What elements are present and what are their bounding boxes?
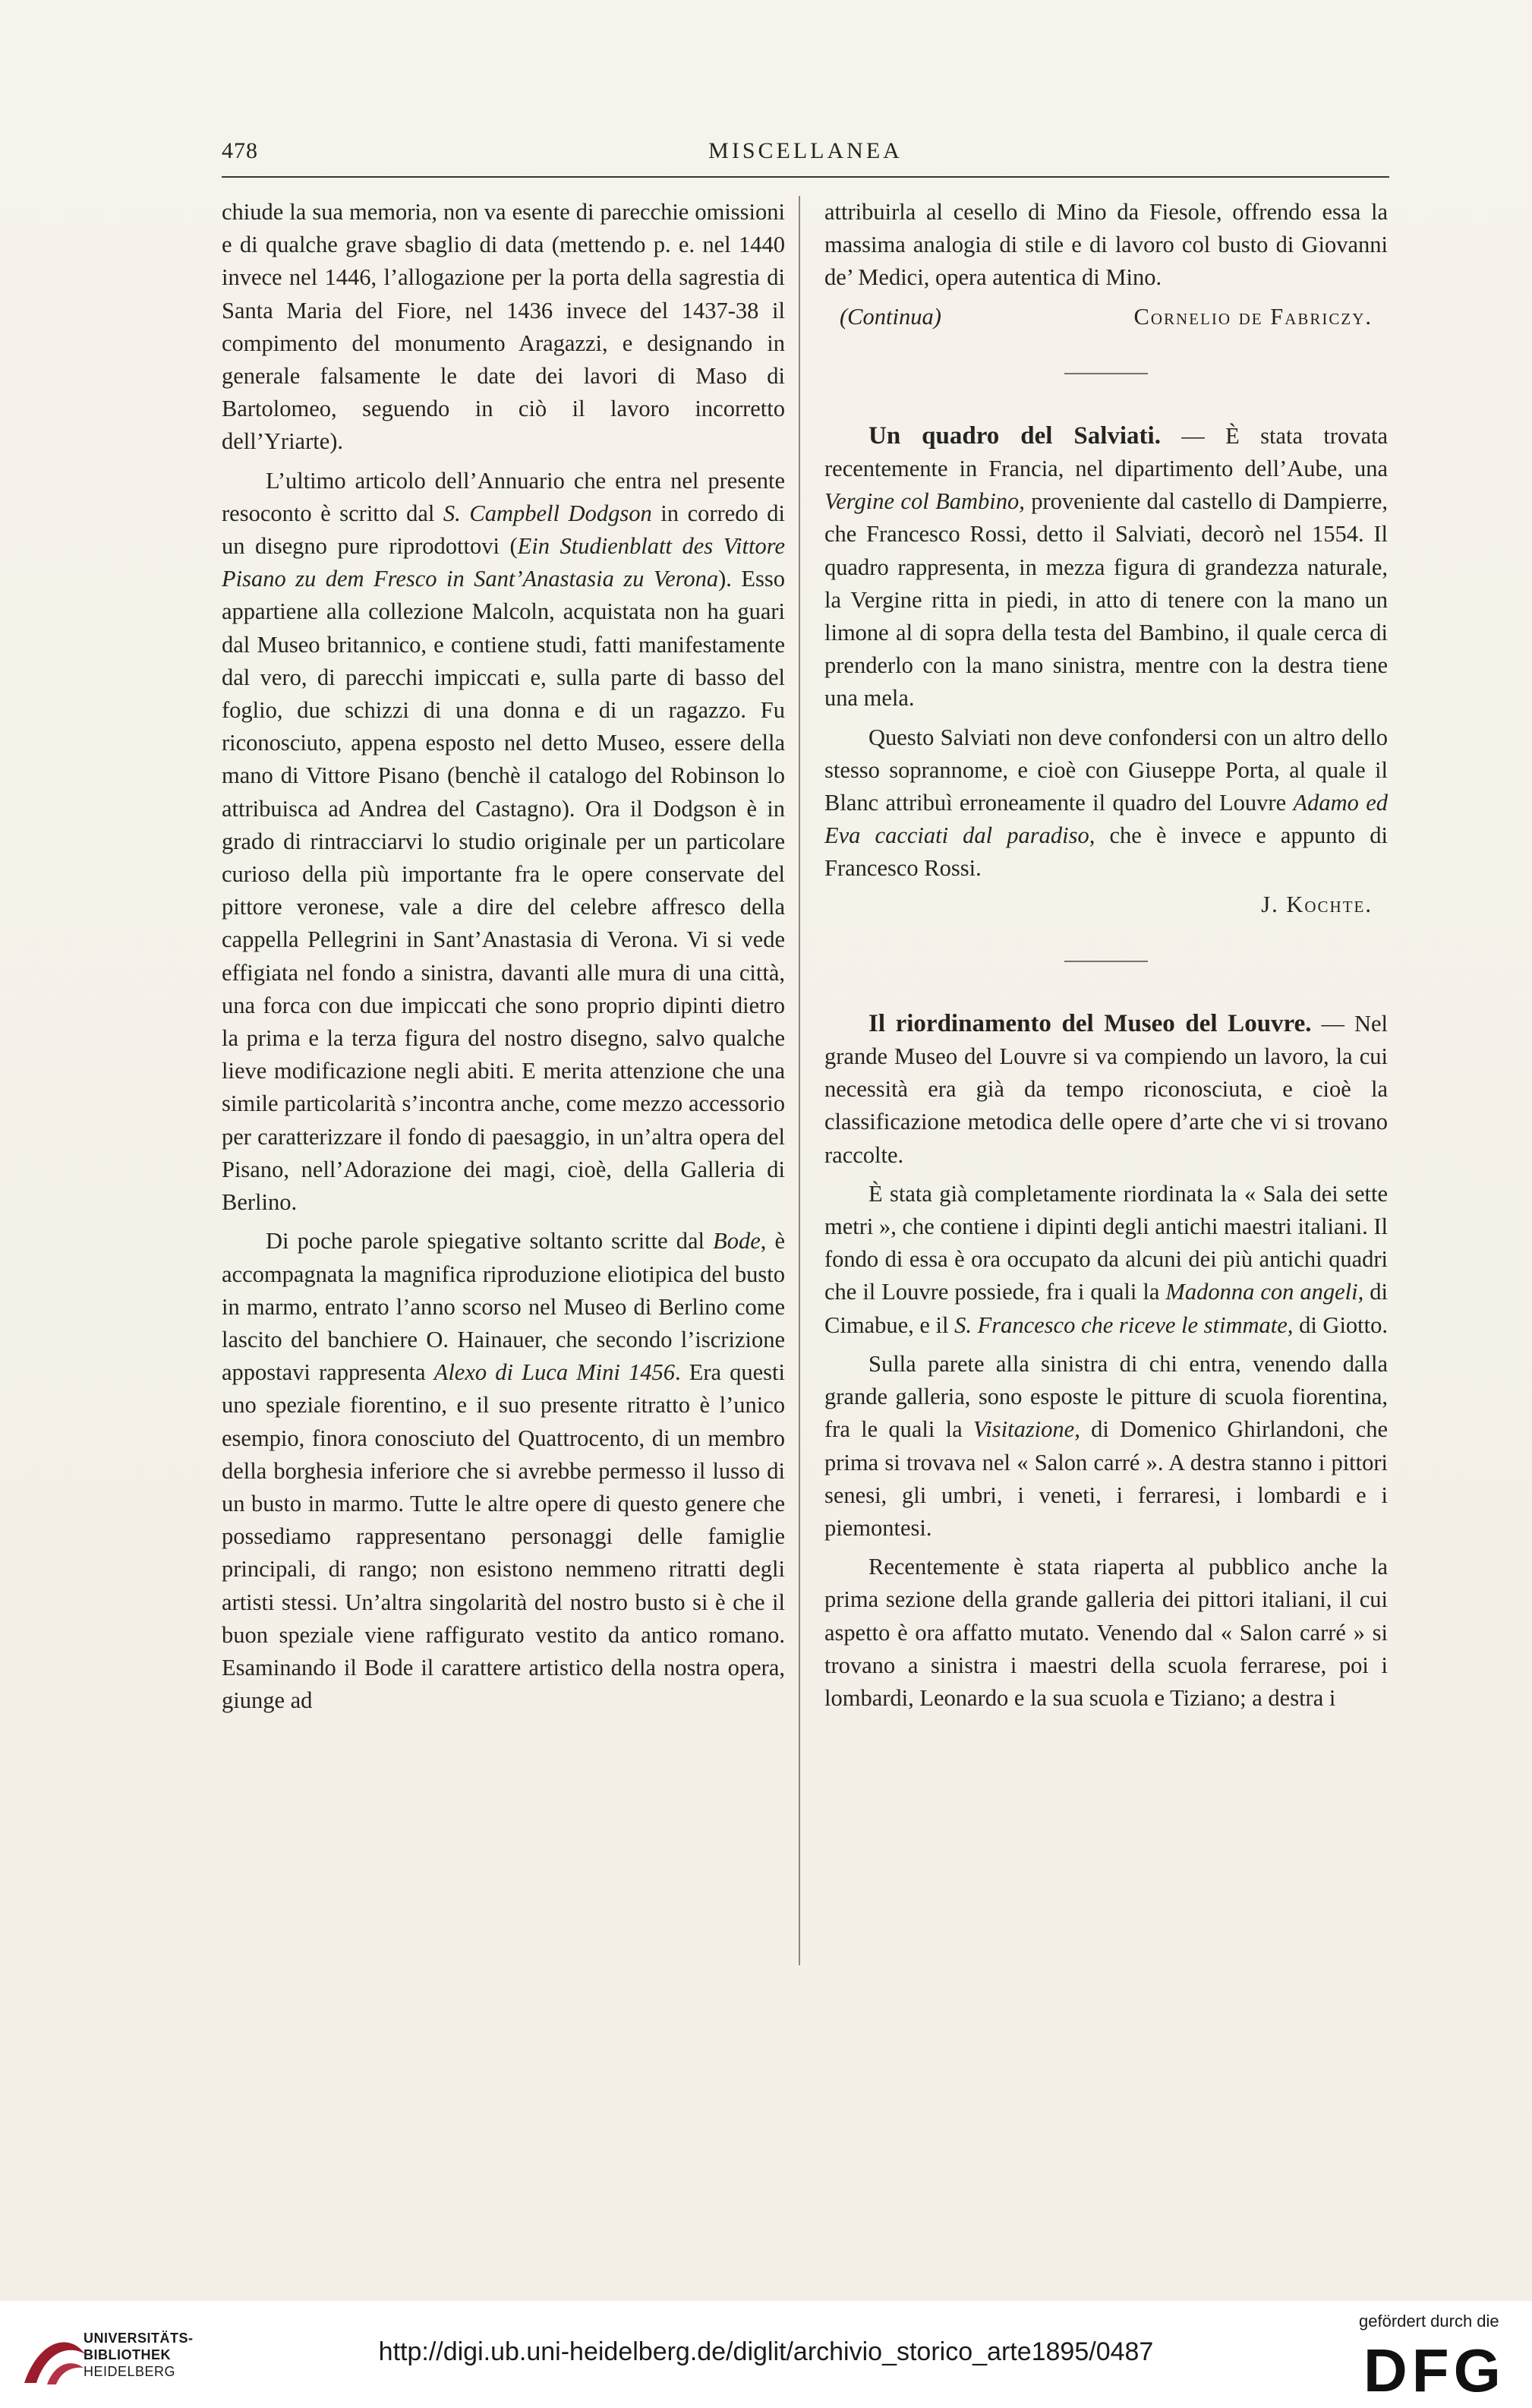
permalink-url[interactable]: http://digi.ub.uni-heidelberg.de/diglit/archivio_storico_arte1895/0487 xyxy=(378,2337,1154,2366)
header-rule xyxy=(222,176,1389,178)
text-run: L’ultimo articolo dell’Annuario che entra nel presente resoconto è scritto dal xyxy=(222,467,785,526)
inscription: Alexo di Luca Mini 1456 xyxy=(433,1359,675,1386)
text-run: , è accompagnata la magnifica riproduzione eliotipica del busto in marmo, entrato l’anno scorso nel Museo di Berlino come lascito del banchiere O. Hainauer, che secondo l’iscrizione appostavi rappresenta xyxy=(222,1228,786,1386)
text-run: — Nel grande Museo del Louvre si va compiendo un lavoro, la cui necessità era già da tempo riconosciuta, e cioè la classificazione metodica delle opere d’arte che vi si trovano raccolte. xyxy=(824,1010,1388,1168)
text-run: È stata già completamente riordinata la « Sala dei sette metri », che contiene i dipinti degli antichi maestri italiani. Il fondo di essa è ora occupato da alcuni dei più antichi quadri che il Louvre possiede, fra i quali la xyxy=(824,1180,1388,1305)
paragraph xyxy=(222,465,785,1220)
text-run: . Era questi uno speziale fiorentino, e il suo presente ritratto è l’unico esempio, finora conosciuto del Quattrocento, di un membro della borghesia inferiore che si avrebbe permesso il lusso di un busto in marmo. Tutte le altre opere di questo genere che possediamo rappresentano personaggi delle famiglie principali, di rango; non esistono nemmeno ritratti degli artisti stessi. Un’altra singolarità del nostro busto si è che il buon speziale viene raffigurato vestito da antico romano. Esaminando il Bode il carattere artistico della nostra opera, giunge ad xyxy=(222,1359,785,1714)
text-run: ). Esso appartiene alla collezione Malcoln, acquistata non ha guari dal Museo britannico, e contiene studi, fatti manifestamente dal vero, di parecchi impiccati e, sulla parte di basso del foglio, due schizzi di una donna e di un ragazzo. Fu riconosciuto, appena esposto nel detto Museo, essere della mano di Vittore Pisano (benchè il catalogo del Robinson lo attribuisca ad Andrea del Castagno). Ora il Dodgson è in grado di rintracciarvi lo studio originale per un particolare curioso della più importante fra le opere conservate del pittore veronese, vale a dire del celebre affresco della cappella Pellegrini in Sant’Anastasia di Verona. Vi si vede effigiata nel fondo a sinistra, davanti alle mura di una città, una forca con due impiccati che sono proprio dipinti dietro la prima e la terza figura del nostro disegno, salvo qualche lieve modificazione negli abiti. E merita attenzione che una simile particolarità s’incontra anche, come mezzo accessorio per caratterizzare il fondo di paesaggio, in un’altra opera del Pisano, nell’Adorazione dei magi, cioè, della Galleria di Berlino. xyxy=(222,566,785,1216)
artwork-title: Visitazione, xyxy=(972,1416,1080,1443)
text-run: Questo Salviati non deve confondersi con un altro dello stesso soprannome, e cioè con Giuseppe Porta, al quale il Blanc attribuì erroneamente il quadro del Louvre xyxy=(824,724,1388,816)
artwork-title: S. Francesco che riceve le stimmate, xyxy=(954,1311,1294,1338)
paragraph xyxy=(824,1348,1388,1545)
section-rule xyxy=(1064,961,1148,962)
author-name: Bode xyxy=(713,1228,761,1254)
text-run: Sulla parete alla sinistra di chi entra, venendo dalla grande galleria, sono esposte le pitture di scuola fiorentina, fra le quali la xyxy=(824,1350,1388,1443)
paragraph xyxy=(824,420,1388,715)
funding-caption: gefördert durch die xyxy=(1359,2312,1499,2331)
library-line: BIBLIOTHEK xyxy=(84,2347,171,2362)
signature-row xyxy=(824,888,1388,921)
author-signature: Cornelio de Fabriczy. xyxy=(1133,303,1373,330)
text-run: — È stata trovata recentemente in Francia, nel dipartimento dell’Aube, una xyxy=(824,422,1389,482)
paragraph: Recentemente è stata riaperta al pubblico anche la prima sezione della grande galleria dei pittori italiani, il cui aspetto è ora affatto mutato. Venendo dal « Salon carré » si trovano a sinistra i maestri della scuola ferrarese, poi i lombardi, Leonardo e la sua scuola e Tiziano; a destra i xyxy=(824,1554,1388,1711)
paragraph xyxy=(824,1008,1388,1172)
paragraph xyxy=(824,721,1388,885)
column-divider xyxy=(799,196,800,1965)
artwork-title: Vergine col Bambino, xyxy=(824,488,1025,515)
author-name: S. Campbell Dodgson xyxy=(443,500,652,526)
signature-row xyxy=(824,301,1388,333)
section-rule xyxy=(1064,373,1148,374)
text-run: di Giotto. xyxy=(1293,1311,1388,1338)
running-head xyxy=(222,138,1389,173)
dfg-logo: DFG xyxy=(1363,2337,1505,2404)
text-run: che è invece e appunto di Francesco Rossi. xyxy=(824,822,1388,882)
library-line: UNIVERSITÄTS- xyxy=(84,2331,194,2346)
left-column xyxy=(222,196,785,1717)
paragraph xyxy=(222,1225,785,1717)
artwork-title: Madonna con angeli, xyxy=(1165,1279,1364,1305)
page-number: 478 xyxy=(222,138,258,163)
text-run: di Cimabue, e il xyxy=(824,1279,1388,1338)
article-title: Ein Studienblatt des Vittore Pisano zu dem Fresco in Sant’Anastasia zu Verona xyxy=(222,533,785,592)
text-run: Di poche parole spiegative soltanto scritte dal xyxy=(266,1228,714,1254)
section-heading: Un quadro del Salviati. xyxy=(868,421,1161,450)
paragraph: attribuirla al cesello di Mino da Fiesole, offrendo essa la massima analogia di stile e di lavoro col busto di Giovanni de’ Medici, opera autentica di Mino. xyxy=(824,199,1388,291)
running-title: MISCELLANEA xyxy=(708,138,903,163)
continua-label: (Continua) xyxy=(840,303,941,330)
text-run: proveniente dal castello di Dampierre, che Francesco Rossi, detto il Salviati, decorò nel 1554. Il quadro rappresenta, in mezza figura di grandezza naturale, la Vergine ritta in piedi, in atto di tenere con la mano un limone al di sopra della testa del Bambino, il quale cerca di prenderlo con la mano sinistra, mentre con la destra tiene una mela. xyxy=(824,488,1388,712)
right-column xyxy=(824,196,1388,1715)
text-run: in corredo di un disegno pure riprodottovi ( xyxy=(222,500,786,560)
paragraph: chiude la sua memoria, non va esente di parecchie omissioni e di qualche grave sbaglio di data (mettendo p. e. nel 1440 invece nel 1446, l’allogazione per la porta della sagrestia di Santa Maria del Fiore, nel 1436 invece del 1437-38 il compimento del monumento Aragazzi, e designando in generale falsamente le date dei lavori di Maso di Bartolomeo, seguendo in ciò il lavoro incorretto dell’Yriarte). xyxy=(222,199,785,455)
paragraph xyxy=(824,1178,1388,1342)
section-heading: Il riordinamento del Museo del Louvre. xyxy=(868,1009,1312,1037)
artwork-title: Adamo ed Eva cacciati dal paradiso, xyxy=(824,790,1388,849)
text-run: di Domenico Ghirlandoni, che prima si trovava nel « Salon carré ». A destra stanno i pittori senesi, gli umbri, i veneti, i ferraresi, i lombardi e i piemontesi. xyxy=(824,1416,1388,1541)
author-signature: J. Kochte. xyxy=(1261,891,1373,917)
library-line: HEIDELBERG xyxy=(84,2364,176,2379)
